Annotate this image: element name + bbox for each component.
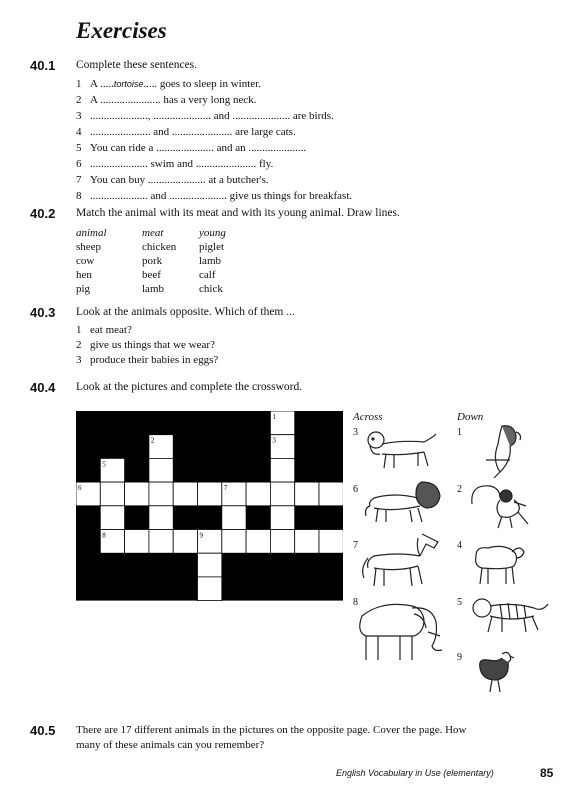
crossword-cell[interactable]: [198, 482, 222, 506]
sentence-1-post: ..... goes to sleep in winter.: [143, 78, 261, 90]
across-clue-number: 8: [353, 597, 358, 608]
table-cell: lamb: [199, 255, 221, 267]
crossword-cell[interactable]: [173, 482, 197, 506]
table-cell: pig: [76, 283, 91, 295]
crossword-cell-number: 5: [102, 460, 106, 469]
sentence-3: ....................., ..................... and ..................... are birds.: [90, 110, 334, 122]
question-2-number: 2: [76, 339, 82, 351]
section-text-40-5-line-2: many of these animals can you remember?: [76, 739, 265, 751]
table-cell: beef: [142, 269, 161, 281]
section-number-40-3: 40.3: [30, 305, 56, 320]
sentence-3-number: 3: [76, 110, 82, 122]
section-number-40-2: 40.2: [30, 206, 56, 221]
crossword-cell[interactable]: [246, 482, 270, 506]
down-label: Down: [457, 411, 484, 423]
down-clue-number: 5: [457, 597, 462, 608]
crossword-cell[interactable]: [222, 530, 246, 554]
crossword-cell[interactable]: [125, 530, 149, 554]
sentence-4: ...................... and ...................... are large cats.: [90, 126, 296, 138]
crossword-grid: [76, 411, 343, 601]
matching-table: [76, 226, 259, 296]
header-meat: meat: [142, 227, 164, 239]
crossword-cell-number: 9: [199, 531, 203, 540]
header-young: young: [199, 227, 226, 239]
crossword-cell[interactable]: [319, 482, 343, 506]
table-cell: cow: [76, 255, 95, 267]
crossword-cell[interactable]: [222, 506, 246, 530]
crossword-cell[interactable]: [270, 458, 294, 482]
lion-icon: [364, 478, 444, 524]
crossword-cell[interactable]: [125, 482, 149, 506]
down-clue-number: 9: [457, 652, 462, 663]
sentence-6-number: 6: [76, 158, 82, 170]
sentence-6: ..................... swim and ...................... fly.: [90, 158, 274, 170]
across-clue-number: 3: [353, 427, 358, 438]
crossword-cell[interactable]: [295, 482, 319, 506]
crossword-cell[interactable]: [149, 530, 173, 554]
crossword-cell[interactable]: [149, 482, 173, 506]
monkey-icon: [466, 480, 532, 530]
crossword-cell[interactable]: [270, 482, 294, 506]
table-cell: piglet: [199, 241, 225, 253]
section-instruction-40-3: Look at the animals opposite. Which of them ...: [76, 306, 295, 318]
question-1-number: 1: [76, 324, 82, 336]
crossword-cell[interactable]: [246, 530, 270, 554]
table-cell: sheep: [76, 241, 102, 253]
hen-icon: [474, 648, 520, 694]
horse-icon: [358, 528, 442, 588]
header-animal: animal: [76, 227, 107, 239]
section-instruction-40-1: Complete these sentences.: [76, 59, 198, 71]
crossword-cell[interactable]: [149, 458, 173, 482]
question-2: give us things that we wear?: [90, 339, 215, 351]
crossword-cell[interactable]: [100, 506, 124, 530]
sentence-8-number: 8: [76, 190, 82, 202]
question-3-number: 3: [76, 354, 82, 366]
crossword-cell-number: 1: [272, 413, 276, 421]
page-title: Exercises: [76, 18, 167, 43]
handwritten-answer: tortoise: [113, 79, 144, 89]
crossword-cell[interactable]: [149, 506, 173, 530]
down-clue-number: 4: [457, 540, 462, 551]
sentence-4-number: 4: [76, 126, 82, 138]
crossword-cell[interactable]: [319, 530, 343, 554]
crossword-cell[interactable]: [198, 553, 222, 577]
down-clue-number: 1: [457, 427, 462, 438]
sentence-1: [90, 78, 261, 90]
crossword-cell[interactable]: [270, 506, 294, 530]
crossword-cell[interactable]: [173, 530, 197, 554]
table-cell: lamb: [142, 283, 164, 295]
sentence-1-pre: A .....: [90, 78, 114, 90]
crossword-cell-number: 7: [223, 484, 228, 493]
sentence-2: A ...................... has a very long neck.: [90, 94, 257, 106]
crossword-cell-number: 8: [102, 531, 106, 540]
crossword-cell[interactable]: [198, 577, 222, 601]
question-3: produce their babies in eggs?: [90, 354, 219, 366]
across-label: Across: [353, 411, 383, 423]
lamb-icon: [466, 538, 526, 586]
page-number: 85: [540, 766, 554, 780]
sentence-5-number: 5: [76, 142, 82, 154]
crossword-cell[interactable]: [100, 482, 124, 506]
across-clue-number: 7: [353, 540, 358, 551]
table-cell: hen: [76, 269, 92, 281]
crossword-cell[interactable]: [270, 530, 294, 554]
poodle-dog-icon: [362, 426, 440, 470]
section-instruction-40-2: Match the animal with its meat and with its young animal. Draw lines.: [76, 207, 400, 219]
section-number-40-5: 40.5: [30, 723, 56, 738]
table-cell: chick: [199, 283, 223, 295]
table-cell: chicken: [142, 241, 177, 253]
sentence-7: You can buy ..................... at a butcher's.: [90, 174, 269, 186]
section-number-40-4: 40.4: [30, 380, 56, 395]
sentence-7-number: 7: [76, 174, 82, 186]
table-cell: pork: [142, 255, 163, 267]
sentence-8: ..................... and ..................... give us things for breakfast.: [90, 190, 353, 202]
footer-book-title: English Vocabulary in Use (elementary): [336, 768, 494, 778]
down-clue-number: 2: [457, 484, 462, 495]
question-1: eat meat?: [90, 324, 132, 336]
table-cell: calf: [199, 269, 216, 281]
crossword-cell-number: 6: [78, 484, 82, 493]
section-number-40-1: 40.1: [30, 58, 56, 73]
section-text-40-5-line-1: There are 17 different animals in the pictures on the opposite page. Cover the page. How: [76, 724, 467, 736]
crossword-cell-number: 3: [272, 436, 276, 445]
section-instruction-40-4: Look at the pictures and complete the crossword.: [76, 381, 303, 393]
sentence-2-number: 2: [76, 94, 82, 106]
parrot-icon: [472, 420, 528, 478]
sentence-1-number: 1: [76, 78, 82, 90]
across-clue-number: 6: [353, 484, 358, 495]
crossword-cell-number: 2: [150, 436, 155, 445]
elephant-icon: [352, 596, 448, 662]
crossword-cell[interactable]: [295, 530, 319, 554]
tiger-icon: [468, 594, 552, 634]
sentence-5: You can ride a ..................... and an .....................: [90, 142, 307, 154]
